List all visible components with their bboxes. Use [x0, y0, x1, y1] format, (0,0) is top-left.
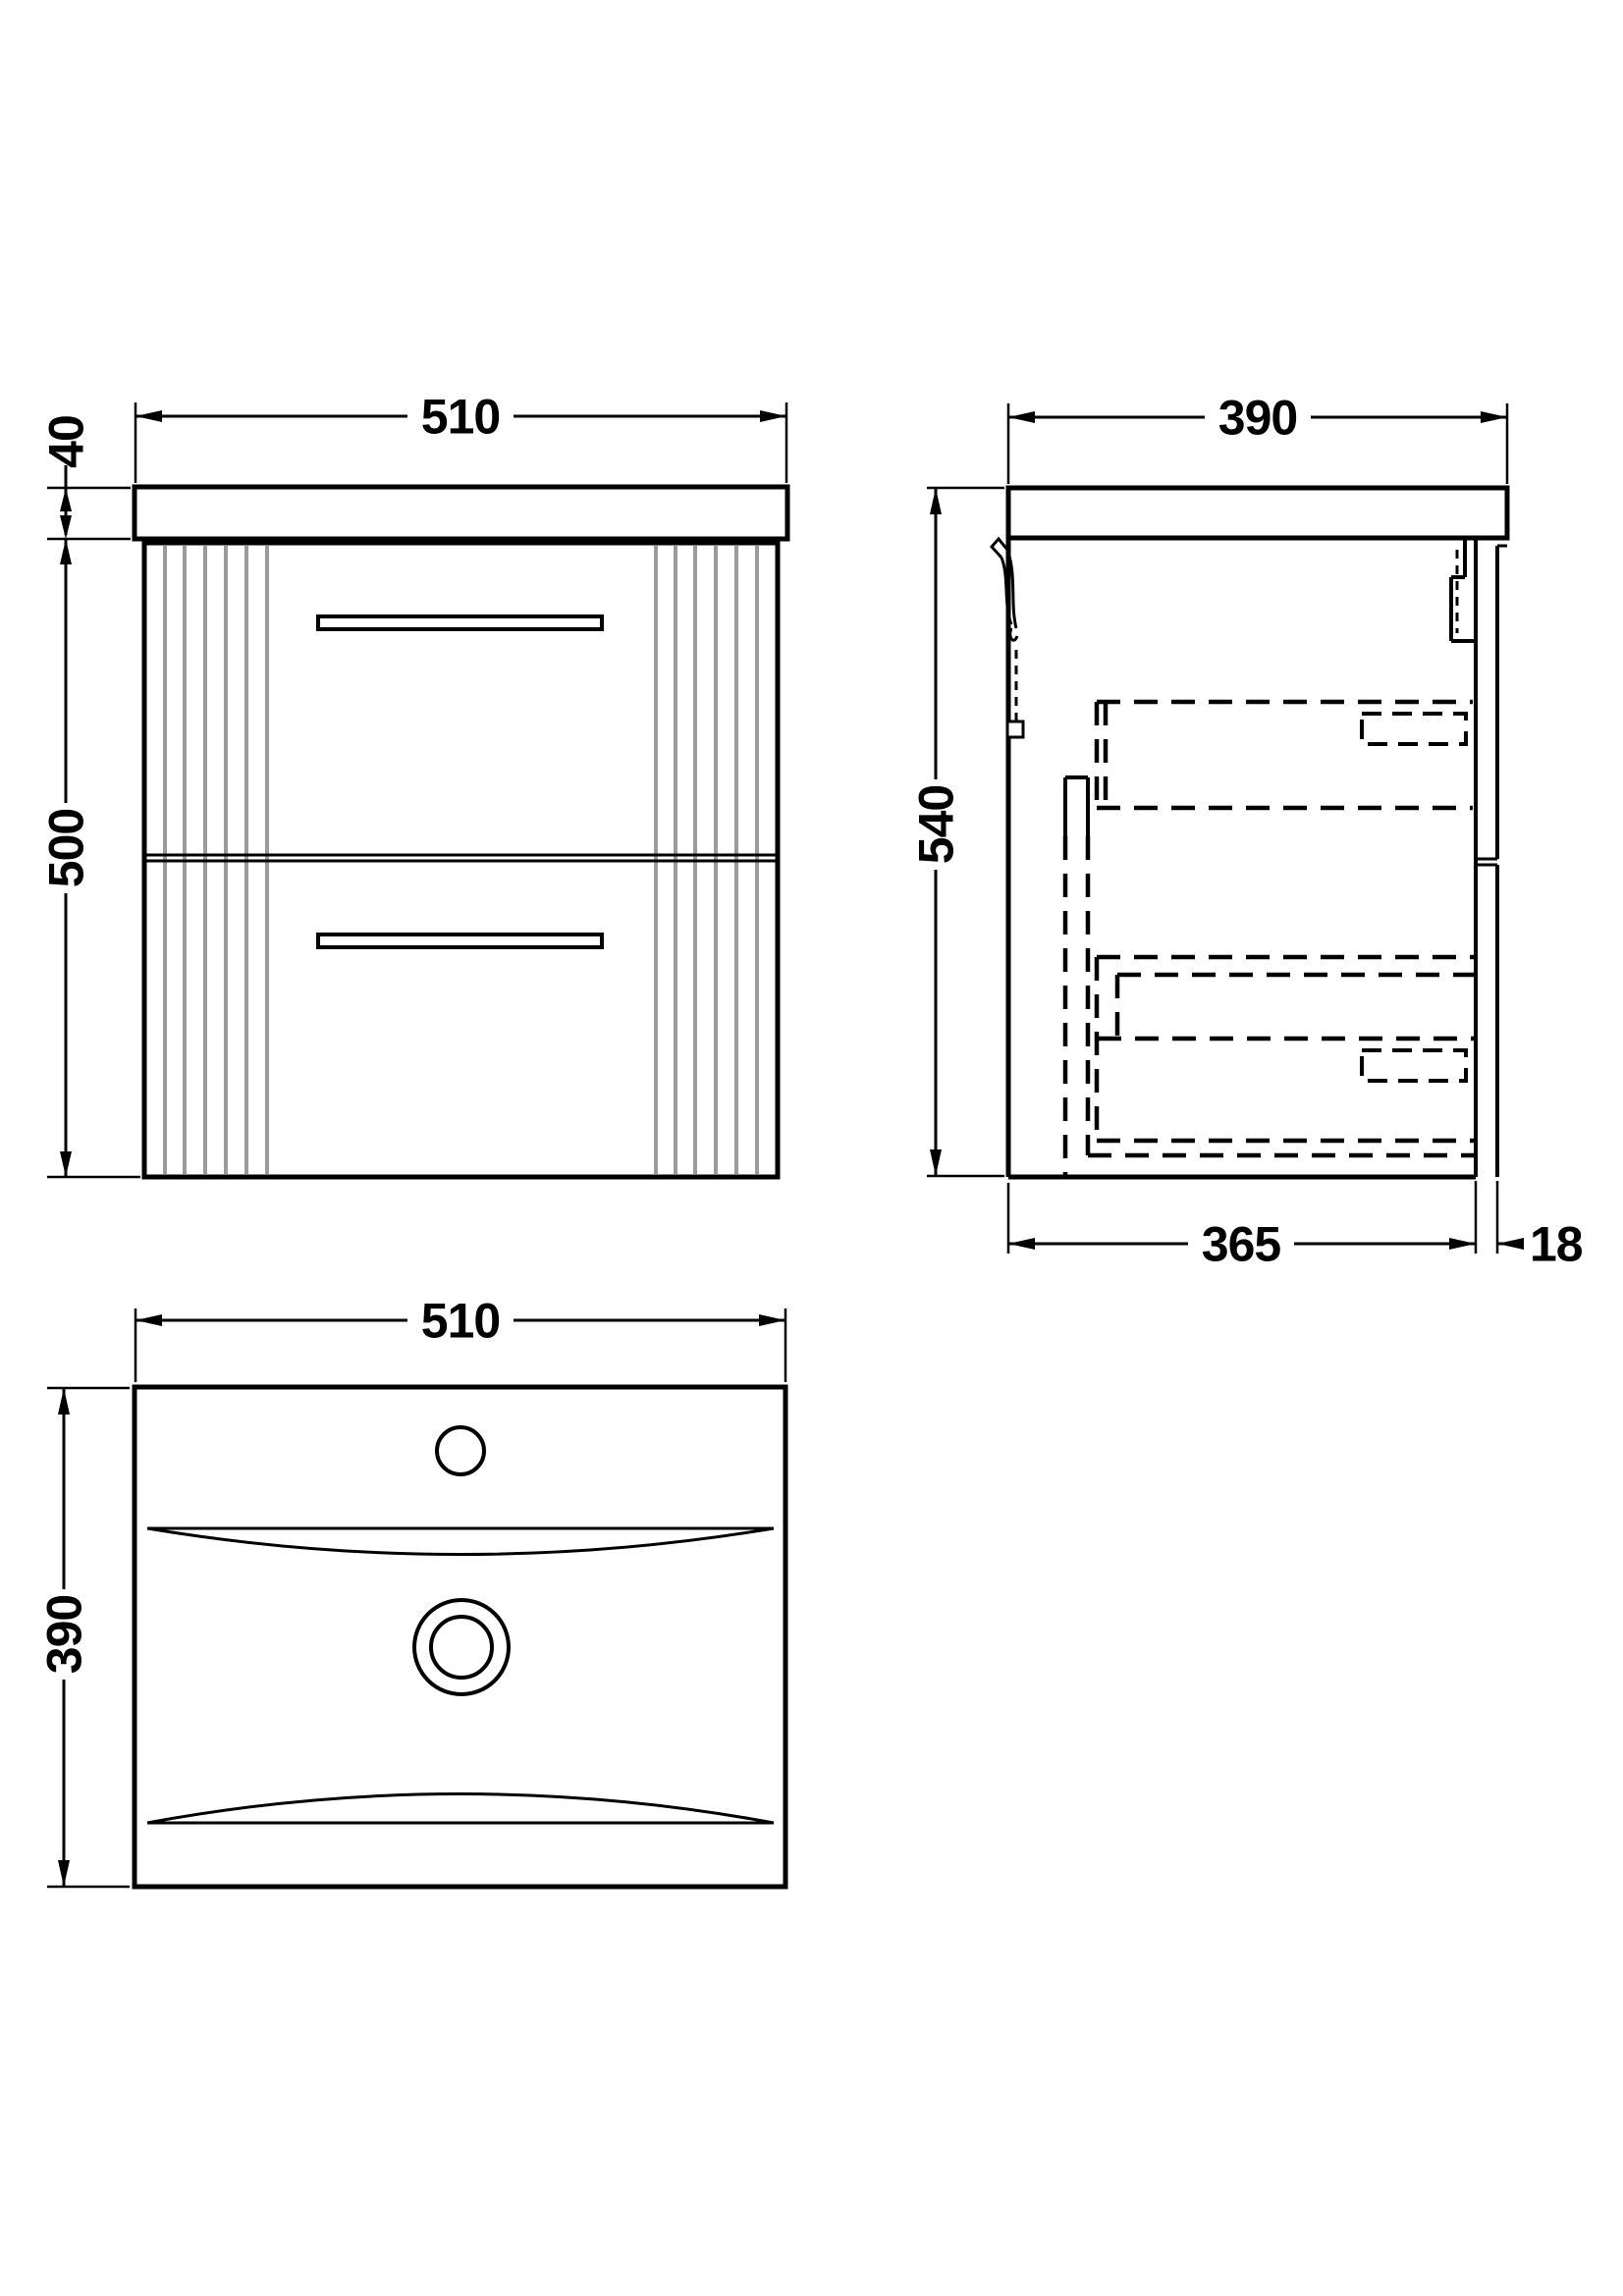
front-width-dimension: 510 — [420, 389, 501, 445]
arrowhead — [58, 1388, 70, 1415]
arrowhead — [60, 1151, 72, 1177]
front-worktop-thickness-dimension: 40 — [38, 415, 94, 468]
side-back-panel-joint — [1476, 546, 1507, 865]
front-height-dimension: 500 — [38, 808, 94, 888]
wall-hanger-clip — [992, 539, 1017, 640]
arrowhead — [1497, 1238, 1524, 1250]
arrowhead — [60, 515, 72, 539]
arrowhead — [58, 1860, 70, 1887]
drawer1-handle — [318, 616, 602, 629]
plan-depth-dimension: 390 — [36, 1594, 92, 1675]
arrowhead — [759, 1314, 785, 1326]
plan-width-dimension: 510 — [420, 1293, 501, 1349]
side-body-depth-dimension: 365 — [1201, 1216, 1281, 1272]
arrowhead — [60, 488, 72, 511]
arrowhead — [1481, 411, 1507, 423]
front-worktop — [135, 487, 787, 539]
side-worktop — [1008, 488, 1507, 538]
drawer2-handle — [318, 934, 602, 947]
side-view — [909, 391, 1583, 1272]
side-depth-dimension: 390 — [1217, 390, 1298, 446]
drawer-runner-upper — [1362, 714, 1466, 744]
wall-bracket-top — [1451, 539, 1476, 641]
plan-view — [37, 1294, 786, 1888]
drawer-runner-lower — [1362, 1050, 1466, 1081]
arrowhead — [135, 410, 162, 422]
arrowhead — [930, 1149, 942, 1176]
arrowhead — [1449, 1238, 1476, 1250]
arrowhead — [760, 410, 786, 422]
arrowhead — [930, 488, 942, 514]
basin-outline — [135, 1387, 785, 1887]
side-dimension-lines — [936, 417, 1524, 1244]
wall-hanger-box — [1007, 721, 1023, 737]
side-height-dimension: 540 — [908, 784, 964, 865]
front-view — [39, 390, 788, 1178]
arrowhead — [1008, 1238, 1035, 1250]
drawer-front-edge — [1065, 777, 1088, 836]
arrowhead — [135, 1314, 162, 1326]
arrowhead — [1008, 411, 1035, 423]
hidden-drawer-boxes — [1065, 702, 1476, 1177]
side-back-panel-dimension: 18 — [1530, 1216, 1583, 1272]
arrowhead — [60, 539, 72, 564]
